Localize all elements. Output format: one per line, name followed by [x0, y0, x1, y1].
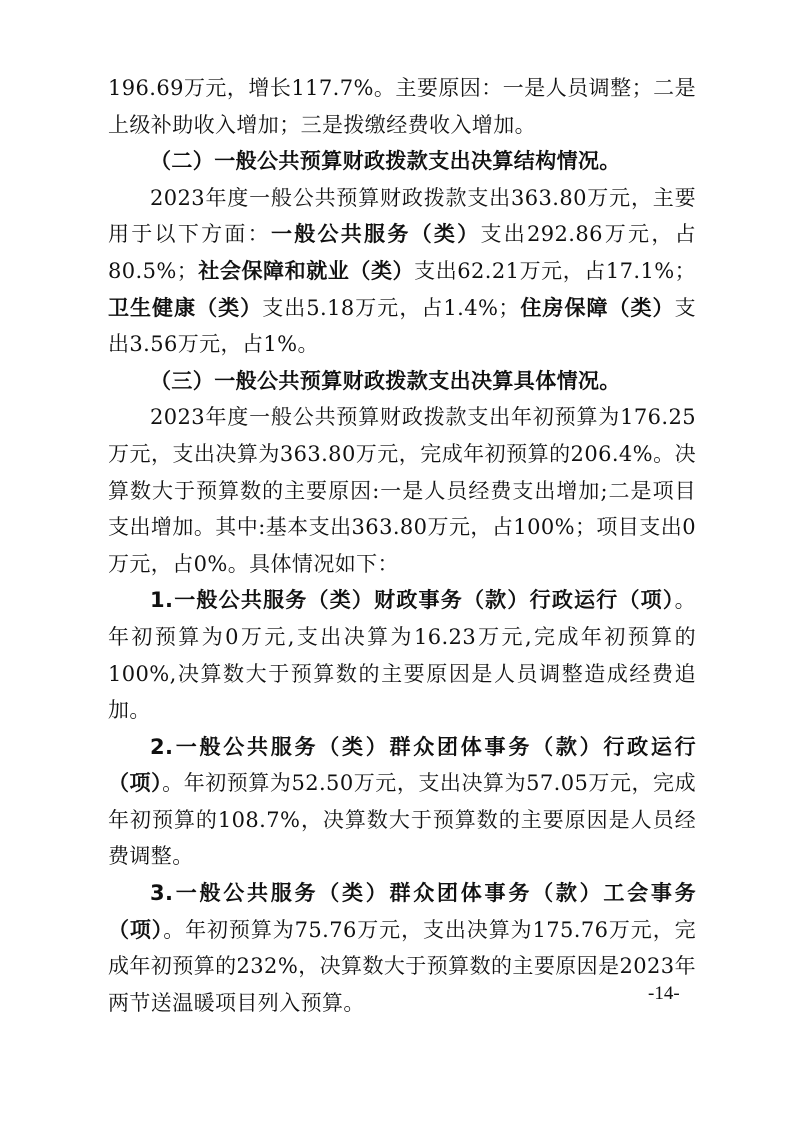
- item-title: 3.一般公共服务（类）群众团体事务（款）工会事务（项）: [108, 881, 696, 942]
- paragraph-text: 支出3.56万元，占1%。: [108, 295, 696, 357]
- document-body: [108, 70, 696, 1021]
- category-housing: 住房保障（类）: [519, 295, 675, 320]
- list-item-1: [108, 582, 696, 728]
- list-item-3: [108, 875, 696, 1021]
- section-heading-structure: （二）一般公共预算财政拨款支出决算结构情况。: [150, 149, 621, 174]
- item-title: 2.一般公共服务（类）群众团体事务（款）行政运行（项）: [108, 734, 696, 796]
- list-item-2: [108, 729, 696, 875]
- paragraph-structure: [108, 180, 696, 363]
- paragraph-text: 196.69万元，增长117.7%。主要原因：一是人员调整；二是上级补助收入增加；三是拨缴经费收入增加。: [108, 76, 696, 137]
- page-number: -14-: [648, 983, 680, 1004]
- paragraph-text: 支出62.21万元，占17.1%；: [414, 258, 696, 283]
- category-health: 卫生健康（类）: [108, 295, 263, 320]
- paragraph-text: 2023年度一般公共预算财政拨款支出363.80万元，主要用于以下方面：: [108, 185, 696, 247]
- item-body: 。年初预算为75.76万元，支出决算为175.76万元，完成年初预算的232%，决算数大于预算数的主要原因是2023年两节送温暖项目列入预算。: [108, 917, 696, 1015]
- category-general-public-services: 一般公共服务（类）: [270, 222, 481, 247]
- item-title: 1.一般公共服务（类）财政事务（款）行政运行（项）: [150, 588, 675, 613]
- item-body: 。年初预算为52.50万元，支出决算为57.05万元，完成年初预算的108.7%，决算数大于预算数的主要原因是人员经费调整。: [108, 771, 696, 869]
- paragraph-text: 支出5.18万元，占1.4%；: [262, 295, 520, 320]
- paragraph-summary-reasons: [108, 70, 696, 143]
- category-social-security: 社会保障和就业（类）: [198, 258, 415, 283]
- paragraph-text: 支出292.86万元，占80.5%；: [108, 222, 696, 283]
- item-body: 。年初预算为0万元,支出决算为16.23万元,完成年初预算的100%,决算数大于预算数的主要原因是人员调整造成经费追加。: [108, 588, 696, 723]
- section-heading-details: （三）一般公共预算财政拨款支出决算具体情况。: [150, 368, 621, 393]
- paragraph-text: 2023年度一般公共预算财政拨款支出年初预算为176.25万元，支出决算为363.80万元，完成年初预算的206.4%。决算数大于预算数的主要原因:一是人员经费支出增加;二是项目支出增加。其中:基本支出363.80万元，占100%；项目支出0万元，占0%。具体情况如下：: [108, 405, 696, 576]
- paragraph-details: [108, 399, 696, 582]
